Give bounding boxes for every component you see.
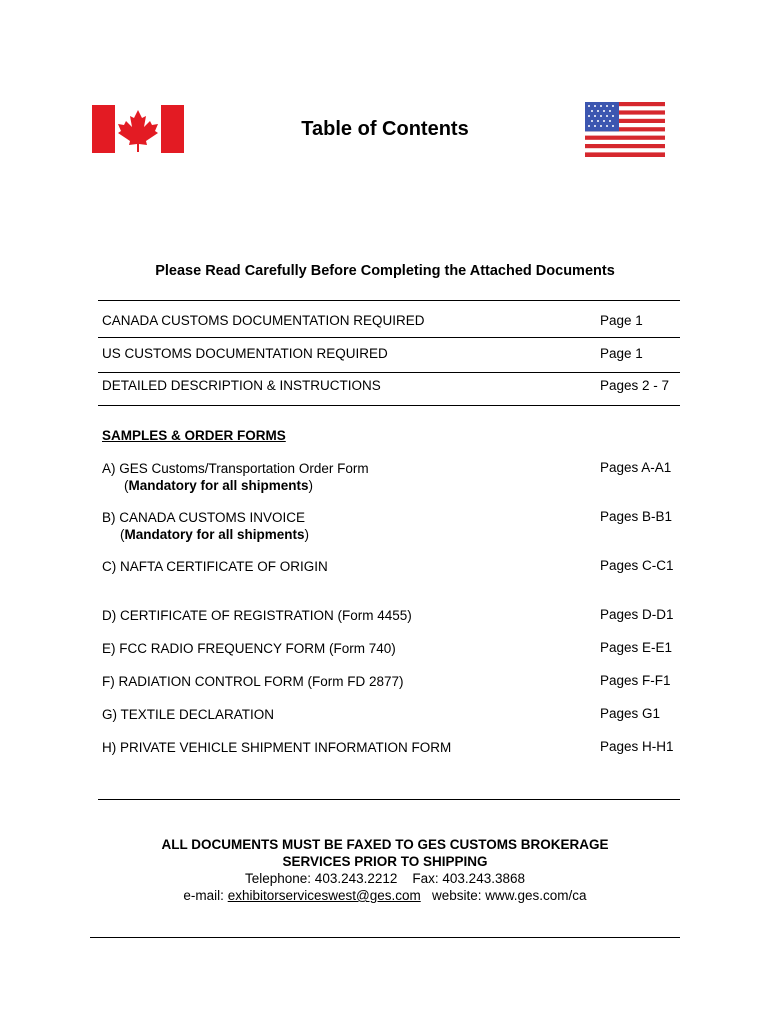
list-item — [102, 460, 369, 494]
divider — [98, 799, 680, 800]
divider — [90, 937, 680, 938]
item-page: Pages A-A1 — [600, 460, 672, 475]
email-line — [0, 887, 770, 904]
samples-heading: SAMPLES & ORDER FORMS — [102, 428, 286, 443]
mandatory-note: (Mandatory for all shipments) — [120, 527, 310, 542]
divider — [98, 337, 680, 338]
list-item: E) FCC RADIO FREQUENCY FORM (Form 740) — [102, 641, 396, 656]
footer-line2: SERVICES PRIOR TO SHIPPING — [282, 854, 488, 869]
item-label: A) GES Customs/Transportation Order Form — [102, 461, 369, 476]
page-title: Table of Contents — [301, 118, 469, 140]
divider — [98, 372, 680, 373]
divider — [98, 405, 680, 406]
footer-line1: ALL DOCUMENTS MUST BE FAXED TO GES CUSTOMS BROKERAGE — [161, 837, 609, 852]
list-item — [102, 509, 309, 543]
contact-line — [0, 870, 770, 887]
list-item: F) RADIATION CONTROL FORM (Form FD 2877) — [102, 674, 404, 689]
mandatory-note: (Mandatory for all shipments) — [124, 478, 314, 493]
toc-page: Pages 2 - 7 — [600, 378, 670, 393]
website: website: www.ges.com/ca — [432, 888, 587, 903]
item-page: Pages E-E1 — [600, 640, 673, 655]
telephone: Telephone: 403.243.2212 — [245, 871, 398, 886]
list-item: G) TEXTILE DECLARATION — [102, 707, 275, 722]
list-item: C) NAFTA CERTIFICATE OF ORIGIN — [102, 559, 328, 574]
email-link[interactable]: exhibitorserviceswest@ges.com — [227, 888, 421, 903]
list-item: H) PRIVATE VEHICLE SHIPMENT INFORMATION FORM — [102, 740, 452, 755]
email-label: e-mail: — [183, 888, 224, 903]
item-page: Pages F-F1 — [600, 673, 671, 688]
item-page: Pages D-D1 — [600, 607, 674, 622]
item-page: Pages H-H1 — [600, 739, 674, 754]
divider — [98, 300, 680, 301]
list-item: D) CERTIFICATE OF REGISTRATION (Form 4455) — [102, 608, 412, 623]
item-page: Pages B-B1 — [600, 509, 673, 524]
item-page: Pages C-C1 — [600, 558, 674, 573]
toc-label: DETAILED DESCRIPTION & INSTRUCTIONS — [102, 378, 381, 393]
toc-page: Page 1 — [600, 346, 643, 361]
toc-page: Page 1 — [600, 313, 643, 328]
toc-label: US CUSTOMS DOCUMENTATION REQUIRED — [102, 346, 388, 361]
item-label: B) CANADA CUSTOMS INVOICE — [102, 510, 306, 525]
footer-notice — [0, 836, 770, 904]
toc-label: CANADA CUSTOMS DOCUMENTATION REQUIRED — [102, 313, 425, 328]
page-subtitle: Please Read Carefully Before Completing the Attached Documents — [155, 263, 615, 279]
item-page: Pages G1 — [600, 706, 661, 721]
fax: Fax: 403.243.3868 — [412, 871, 525, 886]
